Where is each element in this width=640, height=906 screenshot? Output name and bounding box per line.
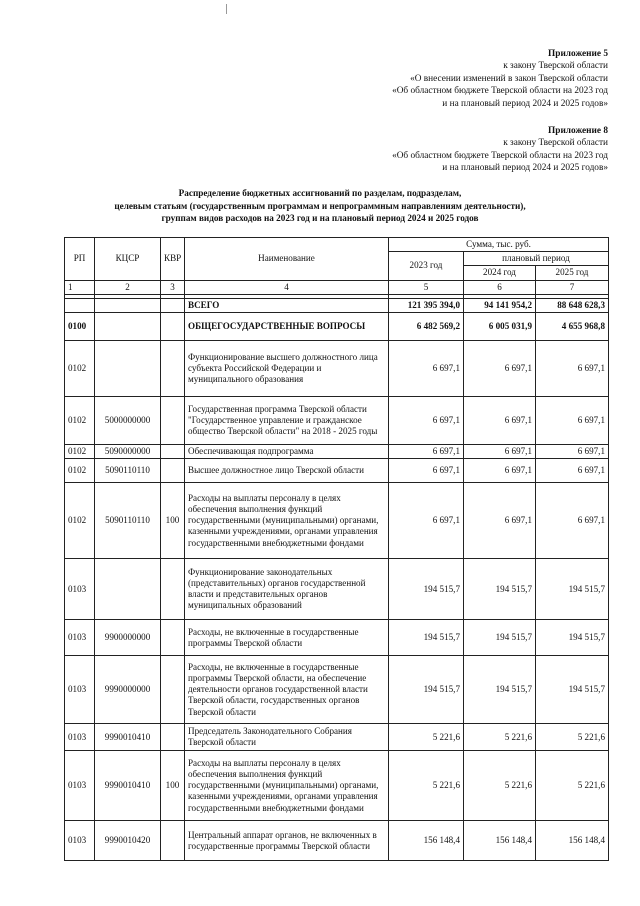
kvr-cell (161, 459, 185, 483)
value-2023-cell: 156 148,4 (389, 821, 464, 861)
appendix-8-line: «Об областном бюджете Тверской области на 2023 год (392, 150, 608, 161)
rp-cell: 0102 (65, 445, 95, 459)
table-row (65, 313, 609, 341)
name-cell: Расходы, не включенные в государственные программы Тверской области, на обеспечение деятельности органов государственной власти Тверской области, государственных органов Тверской области (185, 656, 389, 724)
kvr-cell (161, 397, 185, 445)
rp-cell: 0103 (65, 821, 95, 861)
kcsr-cell: 5000000000 (95, 397, 161, 445)
value-2023-cell: 6 697,1 (389, 445, 464, 459)
kcsr-cell: 5090110110 (95, 459, 161, 483)
column-number: 6 (464, 280, 536, 294)
kvr-cell (161, 341, 185, 397)
header-rp: РП (65, 238, 95, 281)
kcsr-cell: 9990010420 (95, 821, 161, 861)
rp-cell: 0103 (65, 751, 95, 821)
kvr-cell (161, 298, 185, 312)
value-2025-cell: 5 221,6 (536, 751, 609, 821)
column-number: 1 (65, 280, 95, 294)
rp-cell: 0103 (65, 656, 95, 724)
header-2023: 2023 год (389, 252, 464, 280)
value-2025-cell: 6 697,1 (536, 445, 609, 459)
appendix-5-line: «Об областном бюджете Тверской области на 2023 год (392, 86, 608, 97)
value-2024-cell: 194 515,7 (464, 559, 536, 620)
value-2024-cell: 194 515,7 (464, 656, 536, 724)
value-2025-cell: 156 148,4 (536, 821, 609, 861)
table-row (65, 821, 609, 861)
value-2024-cell: 6 697,1 (464, 341, 536, 397)
rp-cell: 0100 (65, 313, 95, 341)
table-row (65, 459, 609, 483)
rp-cell: 0102 (65, 341, 95, 397)
rp-cell: 0102 (65, 397, 95, 445)
rp-cell: 0103 (65, 559, 95, 620)
column-number: 3 (161, 280, 185, 294)
rp-cell: 0103 (65, 620, 95, 656)
value-2023-cell: 194 515,7 (389, 656, 464, 724)
header-2025: 2025 год (536, 266, 609, 280)
value-2025-cell: 194 515,7 (536, 656, 609, 724)
value-2025-cell: 5 221,6 (536, 724, 609, 751)
appendix-8-block (392, 125, 608, 175)
column-number: 4 (185, 280, 389, 294)
value-2024-cell: 6 697,1 (464, 459, 536, 483)
column-number: 2 (95, 280, 161, 294)
value-2025-cell: 6 697,1 (536, 483, 609, 559)
header-sum: Сумма, тыс. руб. (389, 238, 609, 252)
kcsr-cell (95, 341, 161, 397)
table-row (65, 483, 609, 559)
value-2025-cell: 6 697,1 (536, 341, 609, 397)
value-2023-cell: 6 697,1 (389, 483, 464, 559)
title-line: группам видов расходов на 2023 год и на плановый период 2024 и 2025 годов (161, 213, 479, 224)
kvr-cell (161, 445, 185, 459)
column-number: 7 (536, 280, 609, 294)
title-line: целевым статьям (государственным программам и непрограммным направлениям деятельности), (114, 200, 526, 211)
value-2024-cell: 194 515,7 (464, 620, 536, 656)
value-2024-cell: 156 148,4 (464, 821, 536, 861)
kvr-cell (161, 620, 185, 656)
value-2025-cell: 88 648 628,3 (536, 298, 609, 312)
name-cell: Расходы, не включенные в государственные программы Тверской области (185, 620, 389, 656)
appendix-5-line: и на плановый период 2024 и 2025 годов» (442, 98, 608, 109)
name-cell: Функционирование высшего должностного лица субъекта Российской Федерации и муниципального образования (185, 341, 389, 397)
name-cell: ОБЩЕГОСУДАРСТВЕННЫЕ ВОПРОСЫ (185, 313, 389, 341)
document-title (60, 187, 580, 225)
kcsr-cell (95, 298, 161, 312)
budget-table (64, 237, 609, 861)
value-2024-cell: 6 697,1 (464, 483, 536, 559)
name-cell: Председатель Законодательного Собрания Тверской области (185, 724, 389, 751)
appendix-5-block (392, 48, 608, 110)
rp-cell: 0102 (65, 459, 95, 483)
appendix-8-line: к закону Тверской области (503, 138, 608, 149)
name-cell: Расходы на выплаты персоналу в целях обеспечения выполнения функций государственными (муниципальными) органами, казенными учреждениями, органами управления государственными внебюджетными фондами (185, 483, 389, 559)
header-kcsr: КЦСР (95, 238, 161, 281)
value-2023-cell: 6 697,1 (389, 397, 464, 445)
table-row (65, 559, 609, 620)
column-number: 5 (389, 280, 464, 294)
value-2023-cell: 6 482 569,2 (389, 313, 464, 341)
appendix-8-heading: Приложение 8 (548, 126, 608, 136)
value-2025-cell: 194 515,7 (536, 620, 609, 656)
value-2023-cell: 6 697,1 (389, 459, 464, 483)
kcsr-cell (95, 313, 161, 341)
header-kvr: КВР (161, 238, 185, 281)
kcsr-cell: 5090000000 (95, 445, 161, 459)
rp-cell: 0102 (65, 483, 95, 559)
table-row (65, 751, 609, 821)
value-2023-cell: 5 221,6 (389, 724, 464, 751)
value-2024-cell: 94 141 954,2 (464, 298, 536, 312)
value-2025-cell: 194 515,7 (536, 559, 609, 620)
name-cell: Центральный аппарат органов, не включенных в государственные программы Тверской области (185, 821, 389, 861)
kvr-cell: 100 (161, 483, 185, 559)
kvr-cell (161, 821, 185, 861)
kcsr-cell: 9990010410 (95, 724, 161, 751)
name-cell: Обеспечивающая подпрограмма (185, 445, 389, 459)
table-row (65, 298, 609, 312)
name-cell: ВСЕГО (185, 298, 389, 312)
kvr-cell (161, 559, 185, 620)
table-row (65, 724, 609, 751)
value-2023-cell: 6 697,1 (389, 341, 464, 397)
value-2023-cell: 194 515,7 (389, 559, 464, 620)
value-2025-cell: 6 697,1 (536, 459, 609, 483)
table-row (65, 656, 609, 724)
title-line: Распределение бюджетных ассигнований по разделам, подразделам, (178, 188, 462, 198)
kcsr-cell: 9990010410 (95, 751, 161, 821)
header-name: Наименование (185, 238, 389, 281)
name-cell: Государственная программа Тверской области "Государственное управление и гражданское общество Тверской области" на 2018 - 2025 годы (185, 397, 389, 445)
name-cell: Высшее должностное лицо Тверской области (185, 459, 389, 483)
appendix-5-heading: Приложение 5 (548, 49, 608, 59)
table-row (65, 341, 609, 397)
table-row (65, 397, 609, 445)
rp-cell (65, 298, 95, 312)
table-body (65, 298, 609, 860)
value-2023-cell: 121 395 394,0 (389, 298, 464, 312)
appendix-5-line: к закону Тверской области (503, 61, 608, 72)
name-cell: Функционирование законодательных (представительных) органов государственной власти и представительных органов муниципальных образований (185, 559, 389, 620)
value-2023-cell: 194 515,7 (389, 620, 464, 656)
value-2023-cell: 5 221,6 (389, 751, 464, 821)
header-planned: плановый период (464, 252, 609, 266)
column-number-row (65, 280, 609, 294)
kcsr-cell: 5090110110 (95, 483, 161, 559)
table-row (65, 445, 609, 459)
value-2025-cell: 4 655 968,8 (536, 313, 609, 341)
rp-cell: 0103 (65, 724, 95, 751)
kvr-cell (161, 724, 185, 751)
value-2024-cell: 6 697,1 (464, 445, 536, 459)
header-2024: 2024 год (464, 266, 536, 280)
table-row (65, 620, 609, 656)
appendix-5-line: «О внесении изменений в закон Тверской области (410, 73, 608, 84)
kvr-cell (161, 656, 185, 724)
kcsr-cell: 9990000000 (95, 656, 161, 724)
kvr-cell: 100 (161, 751, 185, 821)
kvr-cell (161, 313, 185, 341)
scan-mark (226, 4, 227, 14)
value-2024-cell: 6 697,1 (464, 397, 536, 445)
value-2024-cell: 5 221,6 (464, 724, 536, 751)
value-2024-cell: 5 221,6 (464, 751, 536, 821)
name-cell: Расходы на выплаты персоналу в целях обеспечения выполнения функций государственными (муниципальными) органами, казенными учреждениями, органами управления государственными внебюджетными фондами (185, 751, 389, 821)
appendix-8-line: и на плановый период 2024 и 2025 годов» (442, 163, 608, 174)
value-2025-cell: 6 697,1 (536, 397, 609, 445)
kcsr-cell (95, 559, 161, 620)
kcsr-cell: 9900000000 (95, 620, 161, 656)
value-2024-cell: 6 005 031,9 (464, 313, 536, 341)
